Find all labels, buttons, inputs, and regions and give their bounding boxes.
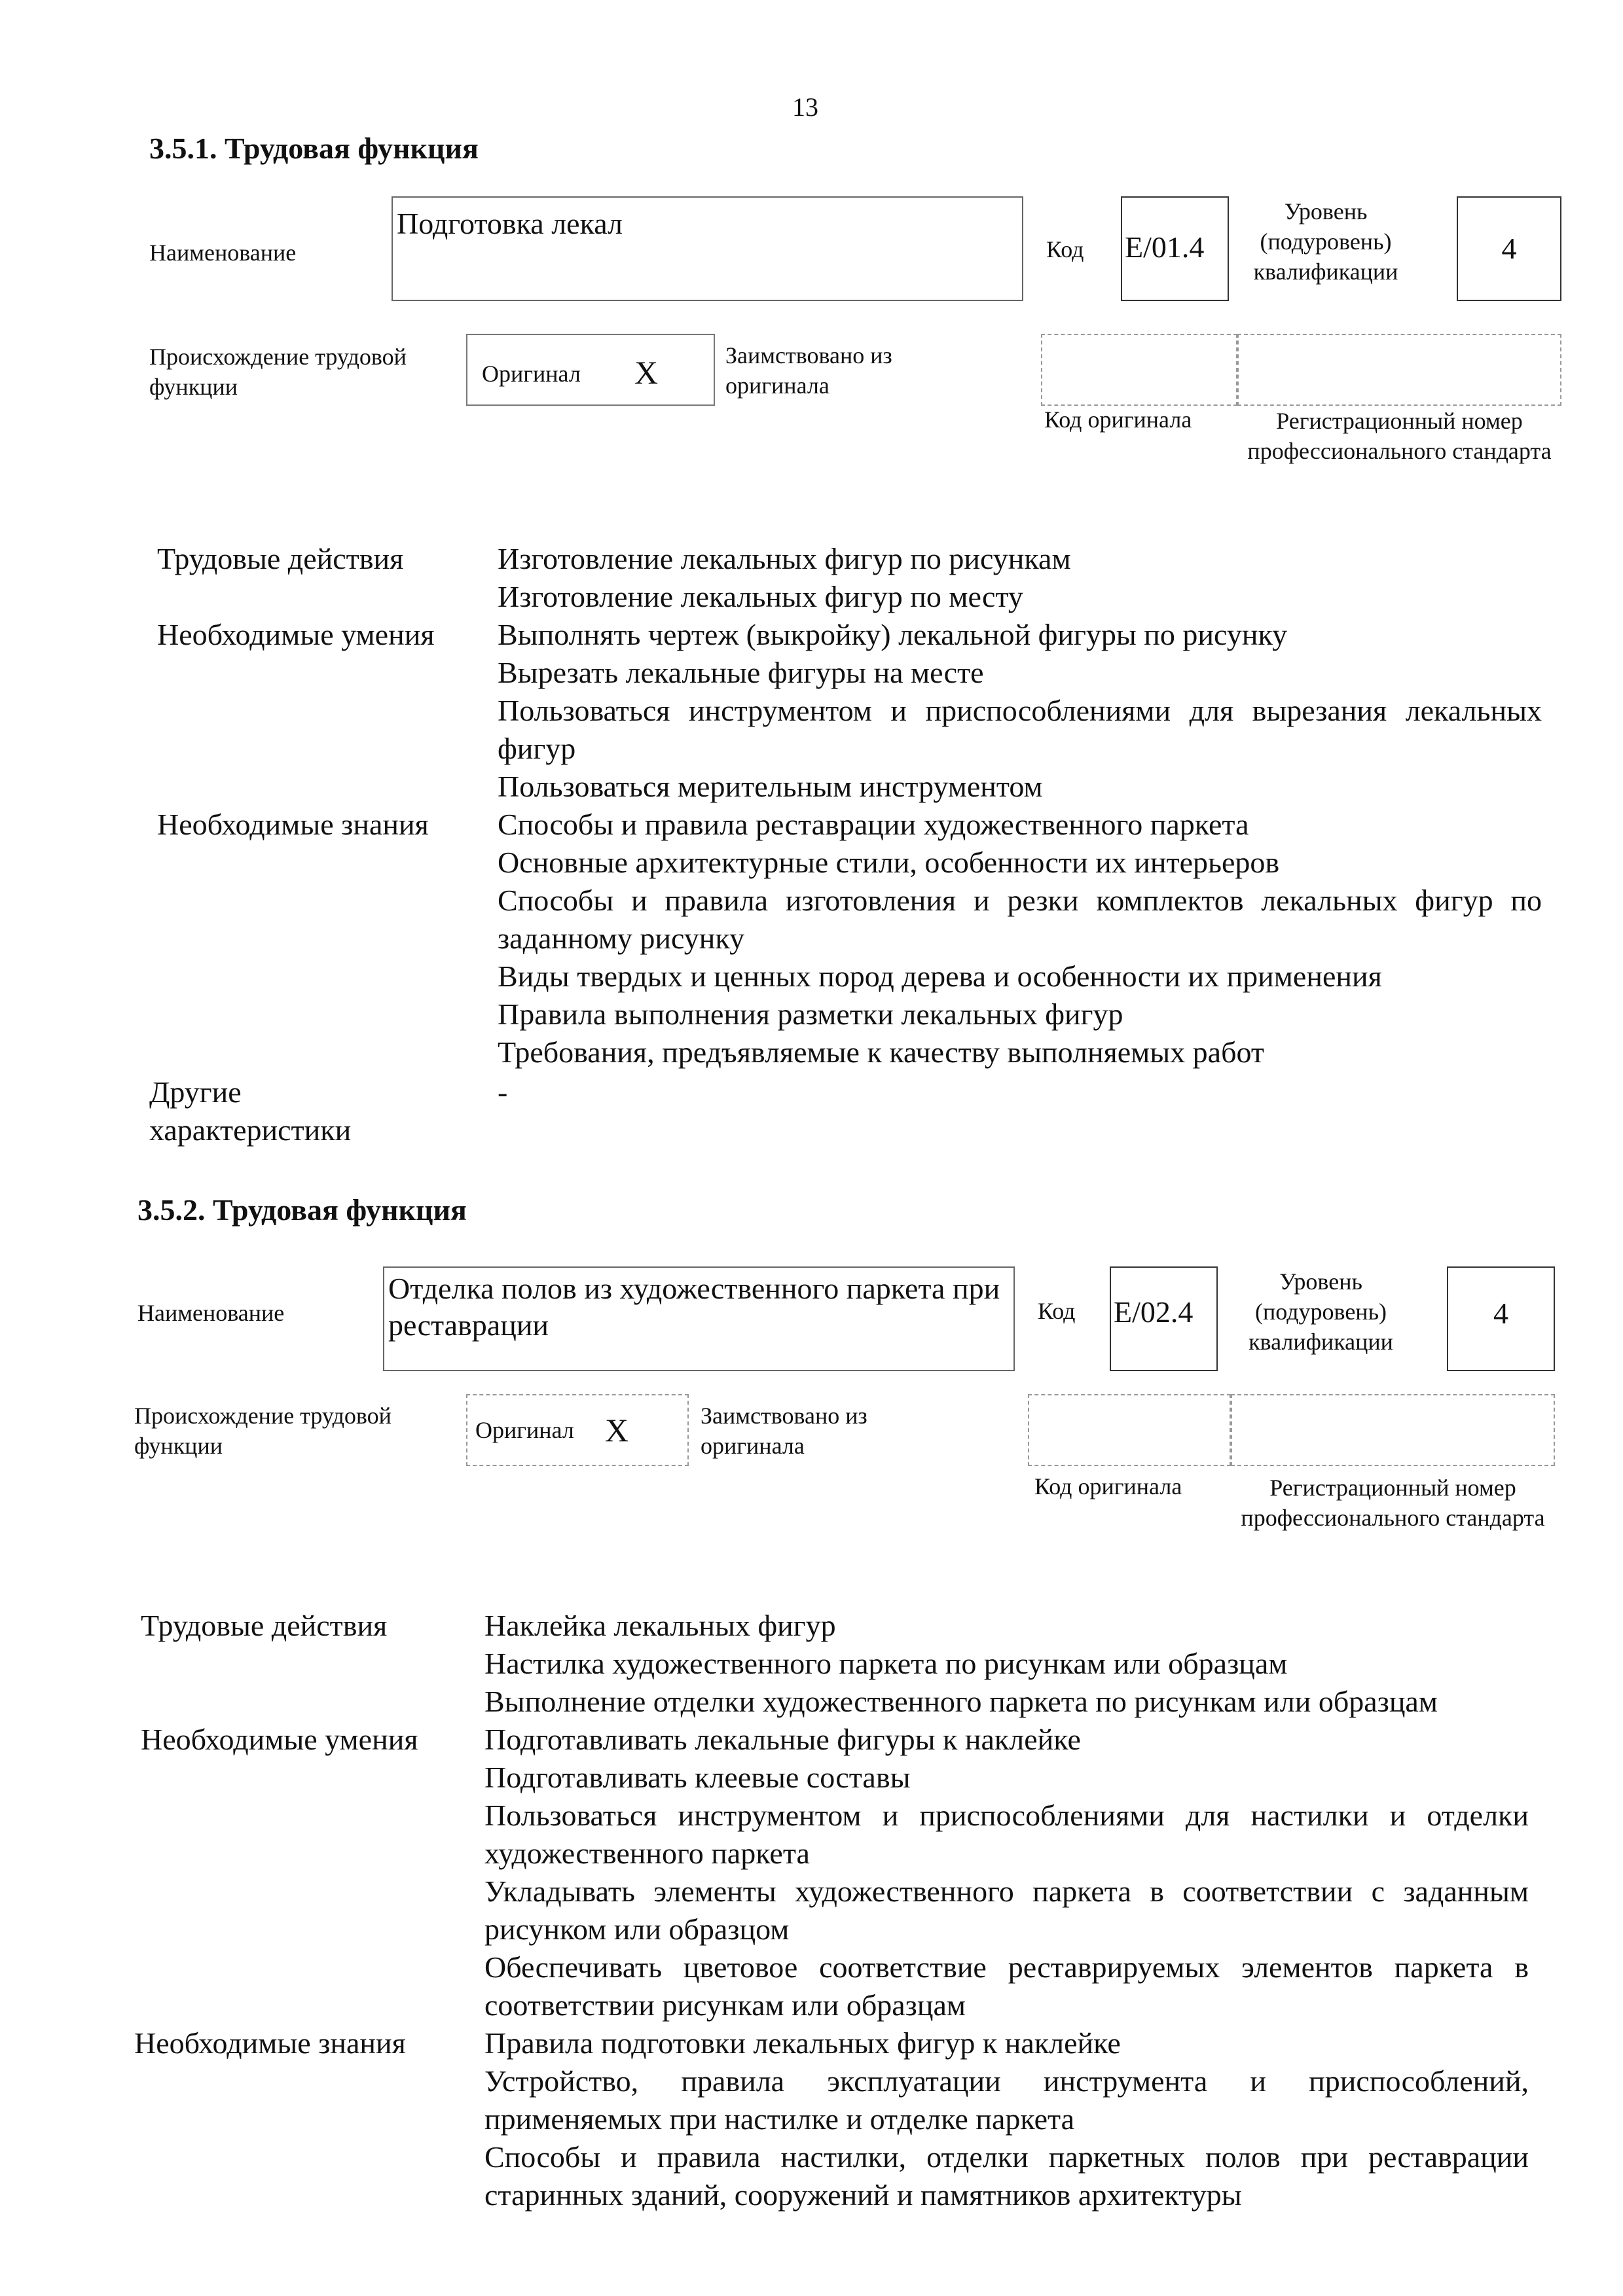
section-title: 3.5.1. Трудовая функция: [149, 132, 479, 165]
row-text: Вырезать лекальные фигуры на месте: [498, 656, 984, 689]
row-label-skills: Необходимые умения: [141, 1723, 418, 1756]
level-label: Уровень (подуровень) квалификации: [1253, 198, 1398, 285]
row-text: Обеспечивать цветовое соответствие реставрируемых элементов паркета в соответствии рисункам или образцам: [484, 1950, 1529, 2022]
original-label: Оригинал: [475, 1417, 574, 1443]
row-text: Способы и правила настилки, отделки паркетных полов при реставрации старинных зданий, сооружений и памятников архитектуры: [484, 2140, 1529, 2212]
row-text: Способы и правила изготовления и резки комплектов лекальных фигур по заданному рисунку: [498, 884, 1542, 955]
function-name: Подготовка лекал: [397, 207, 623, 240]
level-box: [1457, 196, 1561, 301]
row-label-knowledge: Необходимые знания: [157, 808, 429, 841]
row-label-skills: Необходимые умения: [157, 618, 435, 651]
row-text: Выполнять чертеж (выкройку) лекальной фигуры по рисунку: [498, 618, 1288, 651]
level-label: Уровень (подуровень) квалификации: [1249, 1268, 1393, 1355]
level-value: 4: [1501, 232, 1517, 265]
code-label: Код: [1038, 1298, 1076, 1324]
original-label: Оригинал: [482, 361, 581, 387]
original-box: [466, 334, 715, 406]
original-code-box: [1041, 334, 1237, 406]
function-name: Отделка полов из художественного паркета при реставрации: [388, 1272, 1000, 1342]
origin-label: Происхождение трудовой функции: [134, 1403, 392, 1459]
borrowed-label: Заимствовано из оригинала: [725, 342, 892, 399]
row-text: Основные архитектурные стили, особенности их интерьеров: [498, 846, 1280, 879]
code-label: Код: [1046, 236, 1084, 262]
row-text: Виды твердых и ценных пород дерева и особенности их применения: [498, 960, 1382, 993]
row-text: Правила выполнения разметки лекальных фигур: [498, 997, 1123, 1031]
original-mark: X: [605, 1412, 629, 1448]
original-code-label: Код оригинала: [1034, 1473, 1182, 1499]
reg-number-box: [1231, 1394, 1555, 1466]
row-text: Изготовление лекальных фигур по месту: [498, 580, 1023, 613]
section-title: 3.5.2. Трудовая функция: [137, 1193, 467, 1227]
row-text: -: [498, 1075, 508, 1109]
row-text: Пользоваться инструментом и приспособлениями для вырезания лекальных фигур: [498, 694, 1542, 765]
function-code: E/02.4: [1114, 1295, 1194, 1329]
row-label-other: Другие характеристики: [149, 1075, 352, 1147]
origin-label: Происхождение трудовой функции: [149, 344, 407, 400]
function-name-box: [392, 196, 1023, 301]
row-text: Способы и правила реставрации художественного паркета: [498, 808, 1249, 841]
row-text: Пользоваться инструментом и приспособлениями для настилки и отделки художественного паркета: [484, 1799, 1529, 1870]
row-label-knowledge: Необходимые знания: [134, 2026, 406, 2060]
row-text: Настилка художественного паркета по рисункам или образцам: [484, 1647, 1288, 1680]
code-box: [1121, 196, 1229, 301]
reg-number-label: Регистрационный номер профессионального стандарта: [1247, 408, 1552, 464]
code-box: [1110, 1266, 1218, 1371]
row-text: Пользоваться мерительным инструментом: [498, 770, 1043, 803]
row-text: Подготавливать лекальные фигуры к наклейке: [484, 1723, 1081, 1756]
function-name-box: [383, 1266, 1015, 1371]
row-text: Изготовление лекальных фигур по рисункам: [498, 542, 1071, 575]
row-text: Наклейка лекальных фигур: [484, 1609, 836, 1642]
function-code: E/01.4: [1125, 230, 1205, 264]
original-code-box: [1028, 1394, 1231, 1466]
row-text: Укладывать элементы художественного паркета в соответствии с заданным рисунком или образцом: [484, 1874, 1529, 1946]
row-label-actions: Трудовые действия: [157, 542, 404, 575]
row-text: Требования, предъявляемые к качеству выполняемых работ: [498, 1035, 1265, 1069]
page-number: 13: [792, 92, 818, 122]
reg-number-box: [1237, 334, 1561, 406]
row-text: Подготавливать клеевые составы: [484, 1761, 911, 1794]
row-text: Правила подготовки лекальных фигур к наклейке: [484, 2026, 1121, 2060]
row-text: Устройство, правила эксплуатации инструмента и приспособлений, применяемых при настилке и отделке паркета: [484, 2064, 1529, 2136]
name-label: Наименование: [137, 1300, 285, 1326]
row-label-actions: Трудовые действия: [141, 1609, 388, 1642]
original-mark: X: [634, 354, 659, 391]
reg-number-label: Регистрационный номер профессионального стандарта: [1241, 1475, 1545, 1531]
original-box: [466, 1394, 689, 1466]
level-value: 4: [1493, 1297, 1508, 1330]
original-code-label: Код оригинала: [1044, 406, 1192, 433]
borrowed-label: Заимствовано из оригинала: [701, 1403, 867, 1459]
name-label: Наименование: [149, 240, 297, 266]
row-text: Выполнение отделки художественного паркета по рисункам или образцам: [484, 1685, 1438, 1718]
level-box: [1447, 1266, 1555, 1371]
